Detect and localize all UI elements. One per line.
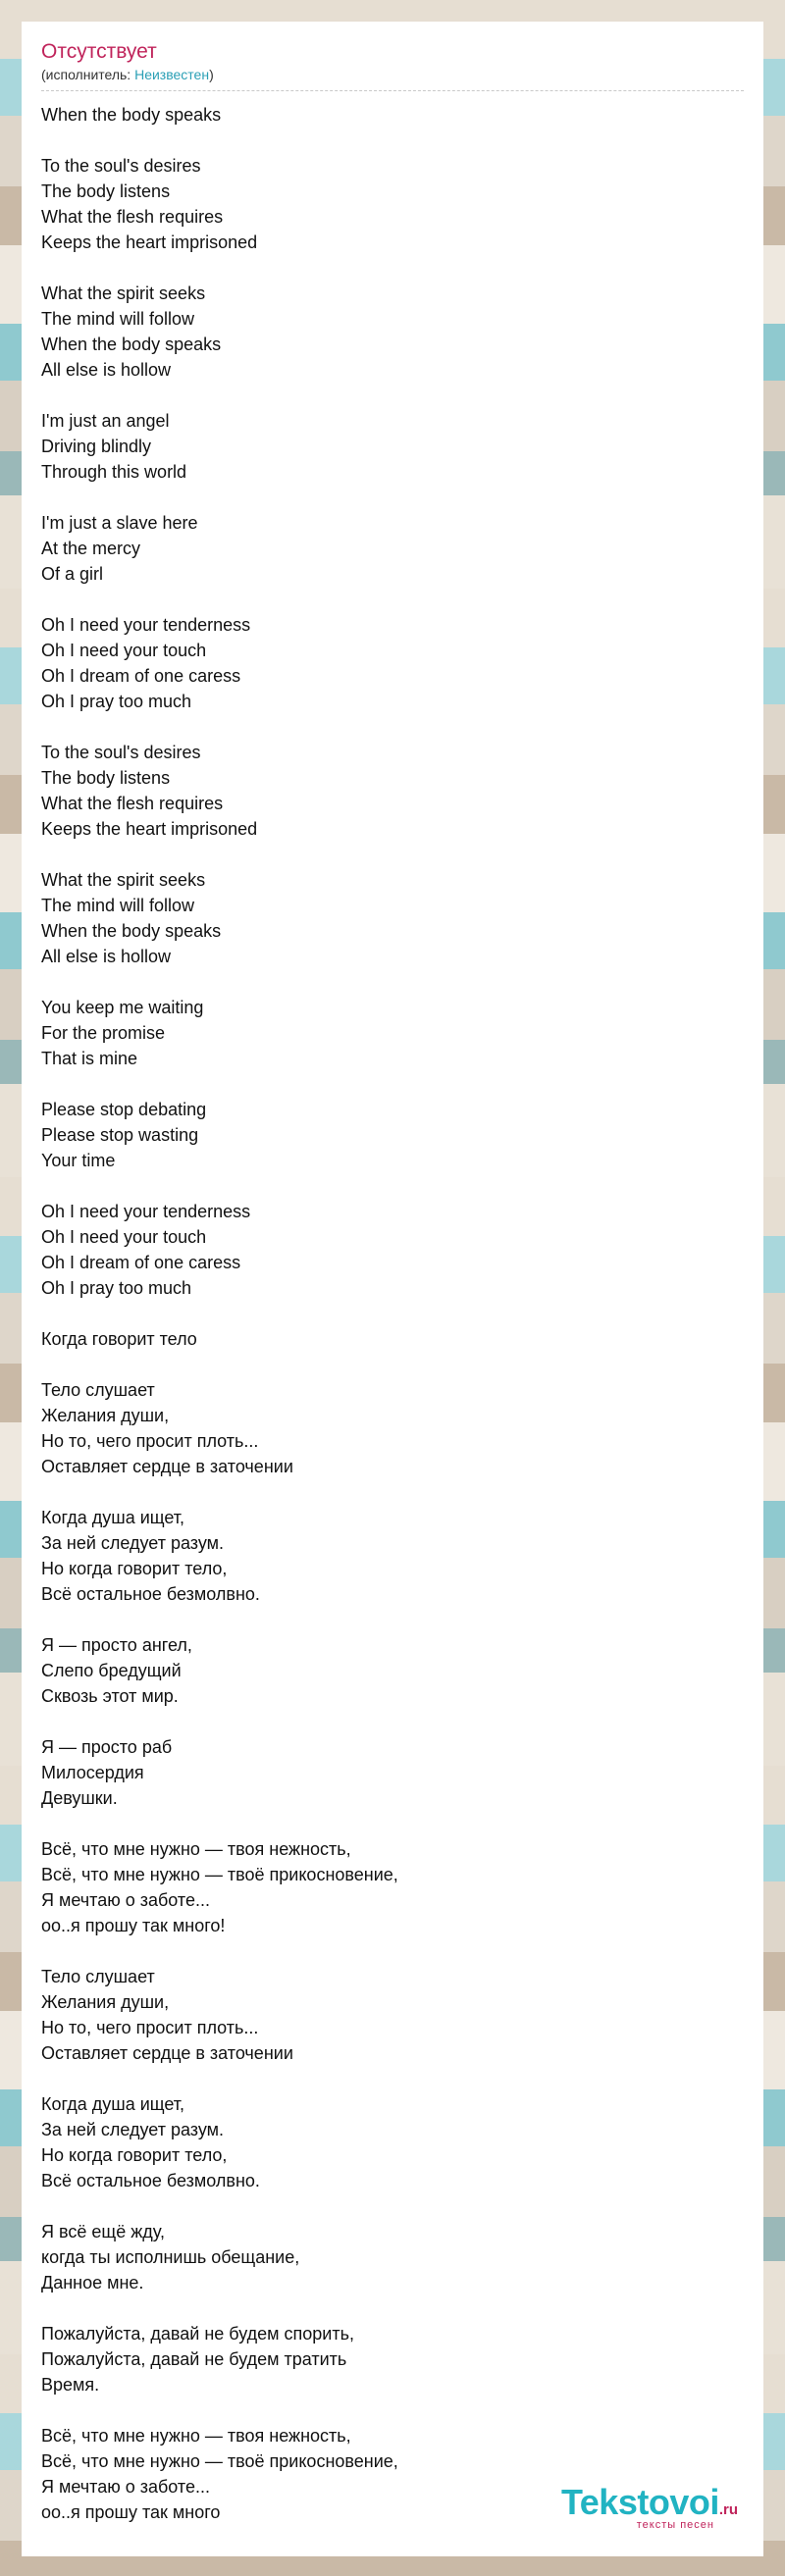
lyric-line: Oh I need your tenderness [41,1202,251,1221]
stanza [41,1632,398,1709]
lyric-line: What the spirit seeks [41,283,206,303]
lyric-line: Данное мне. [41,2273,144,2293]
lyric-line: оо..я прошу так много [41,2502,221,2522]
lyric-line: You keep me waiting [41,998,204,1017]
lyric-line: Сквозь этот мир. [41,1686,179,1706]
lyric-line: At the mercy [41,539,141,558]
lyric-line: Тело слушает [41,1967,155,1986]
artist-link[interactable]: Неизвестен [134,67,210,82]
lyric-line: Когда душа ищет, [41,2094,185,2114]
stanza [41,510,398,587]
stanza [41,408,398,485]
song-header [41,39,744,83]
lyric-line: To the soul's desires [41,156,201,176]
lyric-line: The body listens [41,181,171,201]
lyric-line: Но когда говорит тело, [41,2145,228,2165]
stanza [41,1964,398,2066]
lyric-line: When the body speaks [41,921,222,941]
lyric-line: Слепо бредущий [41,1661,182,1680]
artist-line [41,66,744,83]
lyric-line: Keeps the heart imprisoned [41,819,258,839]
lyric-line: I'm just a slave here [41,513,198,533]
lyric-line: Но то, чего просит плоть... [41,2018,259,2037]
lyric-line: оо..я прошу так много! [41,1916,226,1935]
lyric-line: All else is hollow [41,947,172,966]
lyric-line: Оставляет сердце в заточении [41,1457,293,1476]
stanza [41,1377,398,1479]
lyric-line: For the promise [41,1023,166,1043]
lyric-line: All else is hollow [41,360,172,380]
stanza [41,1836,398,1938]
lyric-line: That is mine [41,1049,138,1068]
lyric-line: Keeps the heart imprisoned [41,232,258,252]
lyric-line: Through this world [41,462,187,482]
lyric-line: Всё, что мне нужно — твоё прикосновение, [41,1865,398,1884]
lyric-line: когда ты исполнишь обещание, [41,2247,300,2267]
lyric-line: За ней следует разум. [41,2120,225,2139]
lyric-line: What the flesh requires [41,794,224,813]
lyric-line: Oh I need your tenderness [41,615,251,635]
lyric-line: Всё остальное безмолвно. [41,2171,260,2190]
lyric-line: The mind will follow [41,309,195,329]
stanza [41,867,398,969]
lyrics-card [22,22,763,2556]
lyric-line: Пожалуйста, давай не будем тратить [41,2349,347,2369]
lyric-line: When the body speaks [41,105,222,125]
stanza [41,153,398,255]
lyric-line: Oh I dream of one caress [41,666,241,686]
lyric-line: What the flesh requires [41,207,224,227]
lyric-line: Я мечтаю о заботе... [41,1890,210,1910]
stanza [41,612,398,714]
lyric-line: За ней следует разум. [41,1533,225,1553]
lyric-line: To the soul's desires [41,743,201,762]
stanza [41,102,398,128]
lyric-line: The body listens [41,768,171,788]
lyric-line: Милосердия [41,1763,144,1782]
lyric-line: Driving blindly [41,437,152,456]
lyric-line: Когда душа ищет, [41,1508,185,1527]
lyric-line: What the spirit seeks [41,870,206,890]
stanza [41,1734,398,1811]
stanza [41,1199,398,1301]
lyric-line: Please stop debating [41,1100,207,1119]
lyric-line: Желания души, [41,1406,170,1425]
lyric-line: Oh I pray too much [41,1278,192,1298]
lyric-line: Девушки. [41,1788,118,1808]
lyric-line: Но когда говорит тело, [41,1559,228,1578]
logo-tld: .ru [718,2501,738,2518]
lyric-line: Oh I dream of one caress [41,1253,241,1272]
stanza [41,2219,398,2295]
lyrics-text [41,102,398,2550]
lyric-line: Тело слушает [41,1380,155,1400]
lyric-line: Please stop wasting [41,1125,199,1145]
lyric-line: Желания души, [41,1992,170,2012]
lyric-line: Всё, что мне нужно — твоя нежность, [41,2426,351,2446]
stanza [41,1505,398,1607]
lyric-line: Я — просто ангел, [41,1635,192,1655]
lyric-line: Я мечтаю о заботе... [41,2477,210,2497]
stanza [41,995,398,1071]
stanza [41,281,398,383]
lyric-line: Oh I need your touch [41,1227,207,1247]
lyric-line: Всё, что мне нужно — твоя нежность, [41,1839,351,1859]
stanza [41,2091,398,2193]
site-logo[interactable] [561,2484,738,2531]
stanza [41,2321,398,2397]
lyric-line: Your time [41,1151,116,1170]
stanza [41,1326,398,1352]
lyric-line: Я всё ещё жду, [41,2222,165,2241]
lyric-line: Of a girl [41,564,104,584]
header-divider [41,90,744,91]
lyric-line: Но то, чего просит плоть... [41,1431,259,1451]
lyric-line: Oh I pray too much [41,692,192,711]
lyric-line: Всё остальное безмолвно. [41,1584,260,1604]
lyric-line: Пожалуйста, давай не будем спорить, [41,2324,354,2344]
lyric-line: The mind will follow [41,896,195,915]
stanza [41,1097,398,1173]
lyric-line: Я — просто раб [41,1737,173,1757]
lyric-line: Всё, что мне нужно — твоё прикосновение, [41,2451,398,2471]
stanza [41,740,398,842]
logo-wordmark: Tekstovoi [560,2482,719,2522]
lyric-line: Оставляет сердце в заточении [41,2043,293,2063]
stanza [41,2423,398,2525]
lyric-line: Oh I need your touch [41,641,207,660]
lyric-line: When the body speaks [41,335,222,354]
song-title: Отсутствует [41,40,157,63]
artist-prefix: (исполнитель: [41,67,135,82]
logo-tagline: тексты песен [636,2519,714,2531]
lyric-line: I'm just an angel [41,411,170,431]
lyric-line: Когда говорит тело [41,1329,197,1349]
artist-suffix: ) [209,67,214,82]
lyric-line: Время. [41,2375,100,2395]
